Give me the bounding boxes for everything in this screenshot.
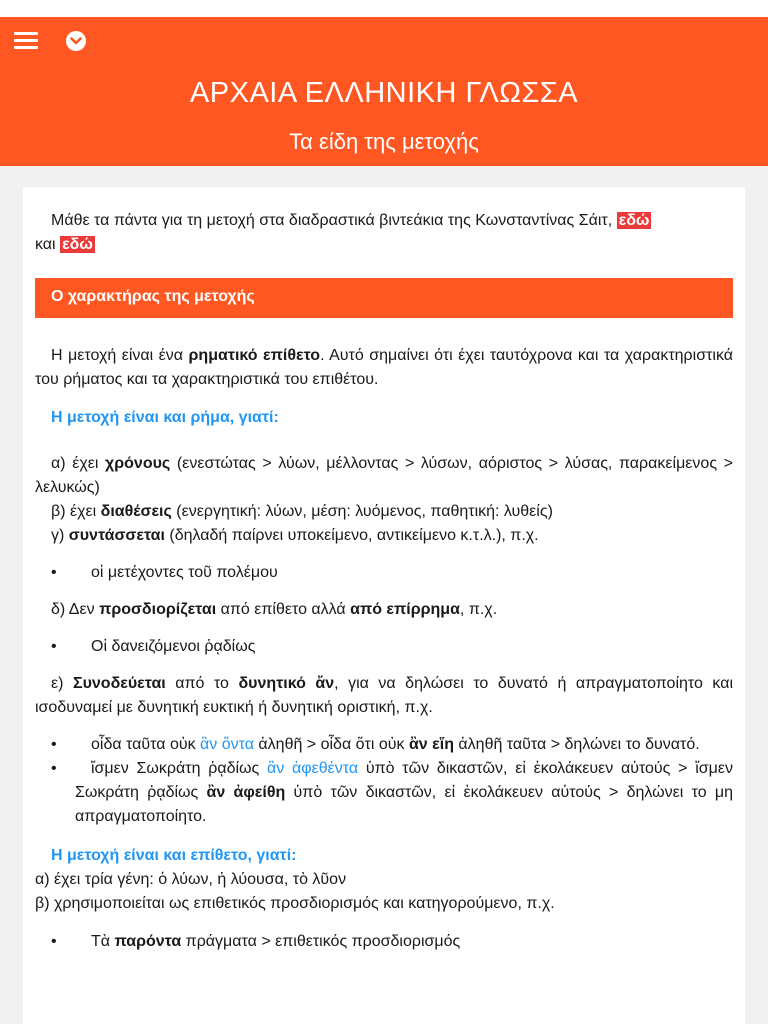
video-link-2[interactable]: εδώ <box>62 236 93 253</box>
list-item: • οἱ μετέχοντες τοῦ πολέμου <box>75 561 733 585</box>
example-list-d <box>35 635 733 659</box>
verb-heading: Η μετοχή είναι και ρήμα, γιατί: <box>51 409 279 426</box>
adjective-point-a: α) έχει τρία γένη: ὁ λύων, ἡ λύουσα, τὸ λῦον <box>35 871 347 888</box>
status-gap <box>0 0 768 17</box>
list-item: • ἴσμεν Σωκράτη ῥᾳδίως ἂν ἀφεθέντα ὑπὸ τῶν δικαστῶν, εἰ ἐκολάκευεν αὐτούς > ἴσμεν Σωκράτη ῥᾳδίως ἂν ἀφείθη ὑπὸ τῶν δικαστῶν, εἰ ἐκολάκευεν αὐτούς > δηλώνει το μη απραγματοποίητο. <box>75 757 733 829</box>
verb-point-d: δ) Δεν προσδιορίζεται από επίθετο αλλά από επίρρημα, π.χ. <box>51 601 498 618</box>
site-header <box>0 17 768 166</box>
video-link-1[interactable]: εδώ <box>618 212 650 229</box>
verb-point-a: α) έχει χρόνους (ενεστώτας > λύων, μέλλοντας > λύσων, αόριστος > λύσας, παρακείμενος > λελυκώς) <box>35 455 734 496</box>
adjective-heading: Η μετοχή είναι και επίθετο, γιατί: <box>51 847 297 864</box>
verb-point-c: γ) συντάσσεται (δηλαδή παίρνει υποκείμενο, αντικείμενο κ.τ.λ.), π.χ. <box>51 527 539 544</box>
definition-paragraph: Η μετοχή είναι ένα ρηματικό επίθετο. Αυτό σημαίνει ότι έχει ταυτόχρονα και τα χαρακτηριστικά του ρήματος και τα χαρακτηριστικά του επιθέτου. <box>35 347 734 388</box>
list-item: • οἶδα ταῦτα οὐκ ἂν ὄντα ἀληθῆ > οἶδα ὅτι οὐκ ἂν εἴη ἀληθῆ ταῦτα > δηλώνει το δυνατό. <box>75 733 733 757</box>
page-subtitle: Τα είδη της μετοχής <box>289 129 479 154</box>
example-list-e <box>35 733 733 829</box>
example-list-adj <box>35 930 733 954</box>
hamburger-menu-icon[interactable] <box>14 32 38 52</box>
site-title: ΑΡΧΑΙΑ ΕΛΛΗΝΙΚΗ ΓΛΩΣΣΑ <box>189 77 579 109</box>
list-item: • Οἱ δανειζόμενοι ῥᾳδίως <box>75 635 733 659</box>
verb-point-b: β) έχει διαθέσεις (ενεργητική: λύων, μέση: λυόμενος, παθητική: λυθείς) <box>51 503 553 520</box>
example-list-c <box>35 561 733 585</box>
verb-point-e: ε) Συνοδεύεται από το δυνητικό ἄν, για να δηλώσει το δυνατό ή απραγματοποίητο και ισοδυναμεί με δυνητική ευκτική ή δυνητική οριστική, π.χ. <box>35 675 734 716</box>
article-card <box>23 187 745 1024</box>
intro-paragraph: Μάθε τα πάντα για τη μετοχή στα διαδραστικά βιντεάκια της Κωνσταντίνας Σάιτ, εδώ και εδώ <box>35 212 650 253</box>
list-item: • Τὰ παρόντα πράγματα > επιθετικός προσδιορισμός <box>75 930 733 954</box>
chevron-down-circle-icon[interactable] <box>66 31 86 51</box>
adjective-point-b: β) χρησιμοποιείται ως επιθετικός προσδιορισμός και κατηγορούμενο, π.χ. <box>35 895 555 912</box>
section-heading: Ο χαρακτήρας της μετοχής <box>35 278 733 318</box>
article-content <box>23 187 745 954</box>
